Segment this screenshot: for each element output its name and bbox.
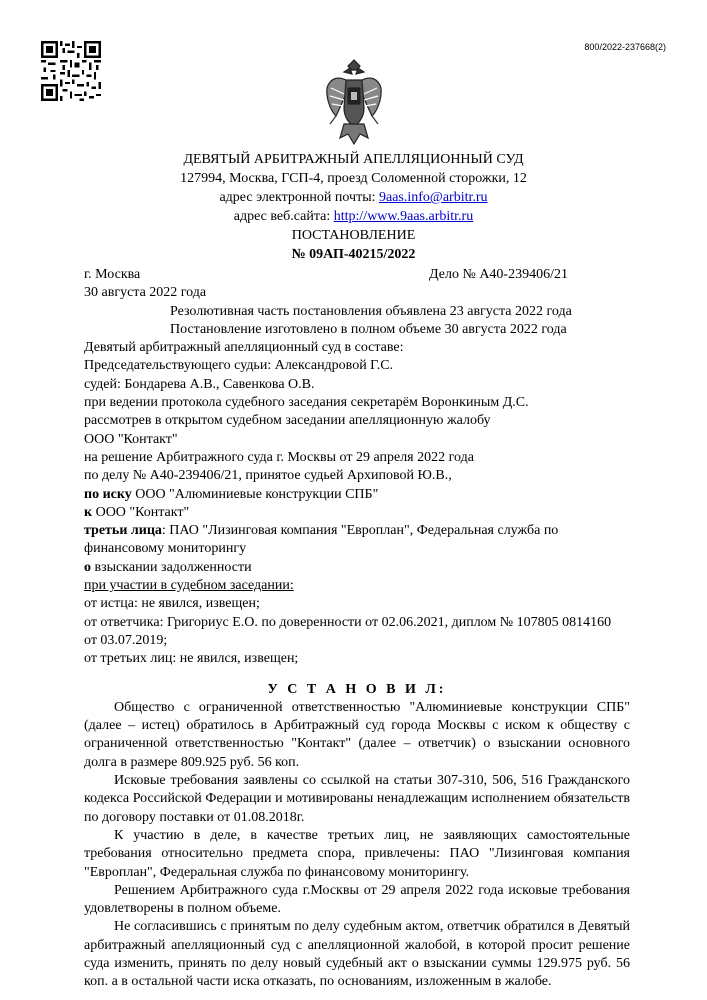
defendant-line [84,504,630,522]
email-link[interactable]: 9aas.info@arbitr.ru [379,190,488,205]
established-heading: У С Т А Н О В И Л: [267,681,447,697]
paragraph: Решением Арбитражного суда г.Москвы от 29 апреля 2022 года исковые требования удовлетворены в полном объеме. [84,882,630,917]
defendant-label: к [84,504,93,520]
document-body [84,266,630,992]
court-address: 127994, Москва, ГСП-4, проезд Соломенной сторожки, 12 [180,171,527,186]
coat-of-arms-emblem [324,58,384,150]
document-type: ПОСТАНОВЛЕНИЕ [291,228,416,243]
case-number: Дело № А40-239406/21 [429,267,568,282]
document-number: № 09АП-40215/2022 [291,247,416,262]
presiding-judge: Председательствующего судьи: Александровой Г.С. [84,358,394,374]
participation-heading: при участии в судебном заседании: [84,578,294,594]
from-defendant: от ответчика: Григориус Е.О. по доверенности от 02.06.2021, диплом № 107805 0814160 [84,614,612,630]
subject: взыскании задолженности [91,559,252,575]
resolution-full: Постановление изготовлено в полном объеме 30 августа 2022 года [170,321,567,337]
resolution-announced: Резолютивная часть постановления объявлена 23 августа 2022 года [170,303,572,319]
city: г. Москва [84,267,141,282]
claim-label: по иску [84,486,132,502]
appealed-decision: на решение Арбитражного суда г. Москвы от 29 апреля 2022 года [84,449,474,465]
website-label: адрес веб.сайта: [233,209,334,224]
court-composition-intro: Девятый арбитражный апелляционный суд в составе: [84,340,404,356]
city-case-row [84,266,630,284]
paragraph: Исковые требования заявлены со ссылкой на статьи 307-310, 506, 516 Гражданского кодекса Российской Федерации и мотивированы ненадлежащим исполнением обязательств по договору поставки от 01.08.2018г. [84,773,630,825]
document-reference-number: 800/2022-237668(2) [584,42,666,52]
considering: рассмотрев в открытом судебном заседании апелляционную жалобу [84,413,491,429]
email-label: адрес электронной почты: [219,190,379,205]
case-reference: по делу № А40-239406/21, принятое судьей Архиповой Ю.В., [84,468,452,484]
qr-code [41,41,101,101]
secretary: при ведении протокола судебного заседания секретарём Воронкиным Д.С. [84,395,529,411]
third-parties-line [84,522,630,540]
third-parties: : ПАО "Лизинговая компания "Европлан", Федеральная служба по [161,523,559,539]
website-link[interactable]: http://www.9aas.arbitr.ru [333,209,474,224]
paragraph: Не согласившись с принятым по делу судебным актом, ответчик обратился в Девятый арбитражный апелляционный суд с апелляционной жалобой, в которой просит решение суда изменить, принять по делу новый судебный акт о взыскании суммы 129.975 руб. 56 коп. а в остальной части иска отказать, по основаниям, изложенным в жалобе. [84,919,630,990]
judges: судей: Бондарева А.В., Савенкова О.В. [84,376,315,392]
appellant: ООО "Контакт" [84,431,178,447]
claim-line [84,486,630,504]
from-plaintiff: от истца: не явился, извещен; [84,596,260,612]
defendant: ООО "Контакт" [92,504,190,520]
claimant: ООО "Алюминиевые конструкции СПБ" [131,486,379,502]
email-line [60,188,647,207]
from-defendant-cont: от 03.07.2019; [84,632,168,648]
from-third-parties: от третьих лиц: не явился, извещен; [84,651,299,667]
document-date: 30 августа 2022 года [84,285,207,301]
court-header [60,150,647,264]
website-line [60,207,647,226]
third-parties-cont: финансовому мониторингу [84,541,247,557]
subject-line [84,559,630,577]
paragraph: Общество с ограниченной ответственностью "Алюминиевые конструкции СПБ" (далее – истец) обратилось в Арбитражный суд города Москвы с иском к обществу с ограниченной ответственностью "Контакт" (далее – ответчик) о взыскании основного долга в размере 809.925 руб. 56 коп. [84,699,630,770]
court-name: ДЕВЯТЫЙ АРБИТРАЖНЫЙ АПЕЛЛЯЦИОННЫЙ СУД [183,152,524,167]
third-parties-label: третьи лица [84,523,162,539]
paragraph: К участию в деле, в качестве третьих лиц, не заявляющих самостоятельные требования относительно предмета спора, привлечены: ПАО "Лизинговая компания "Европлан", Федеральная служба по финансовому мониторингу. [84,827,630,880]
subject-label: о [84,559,91,575]
